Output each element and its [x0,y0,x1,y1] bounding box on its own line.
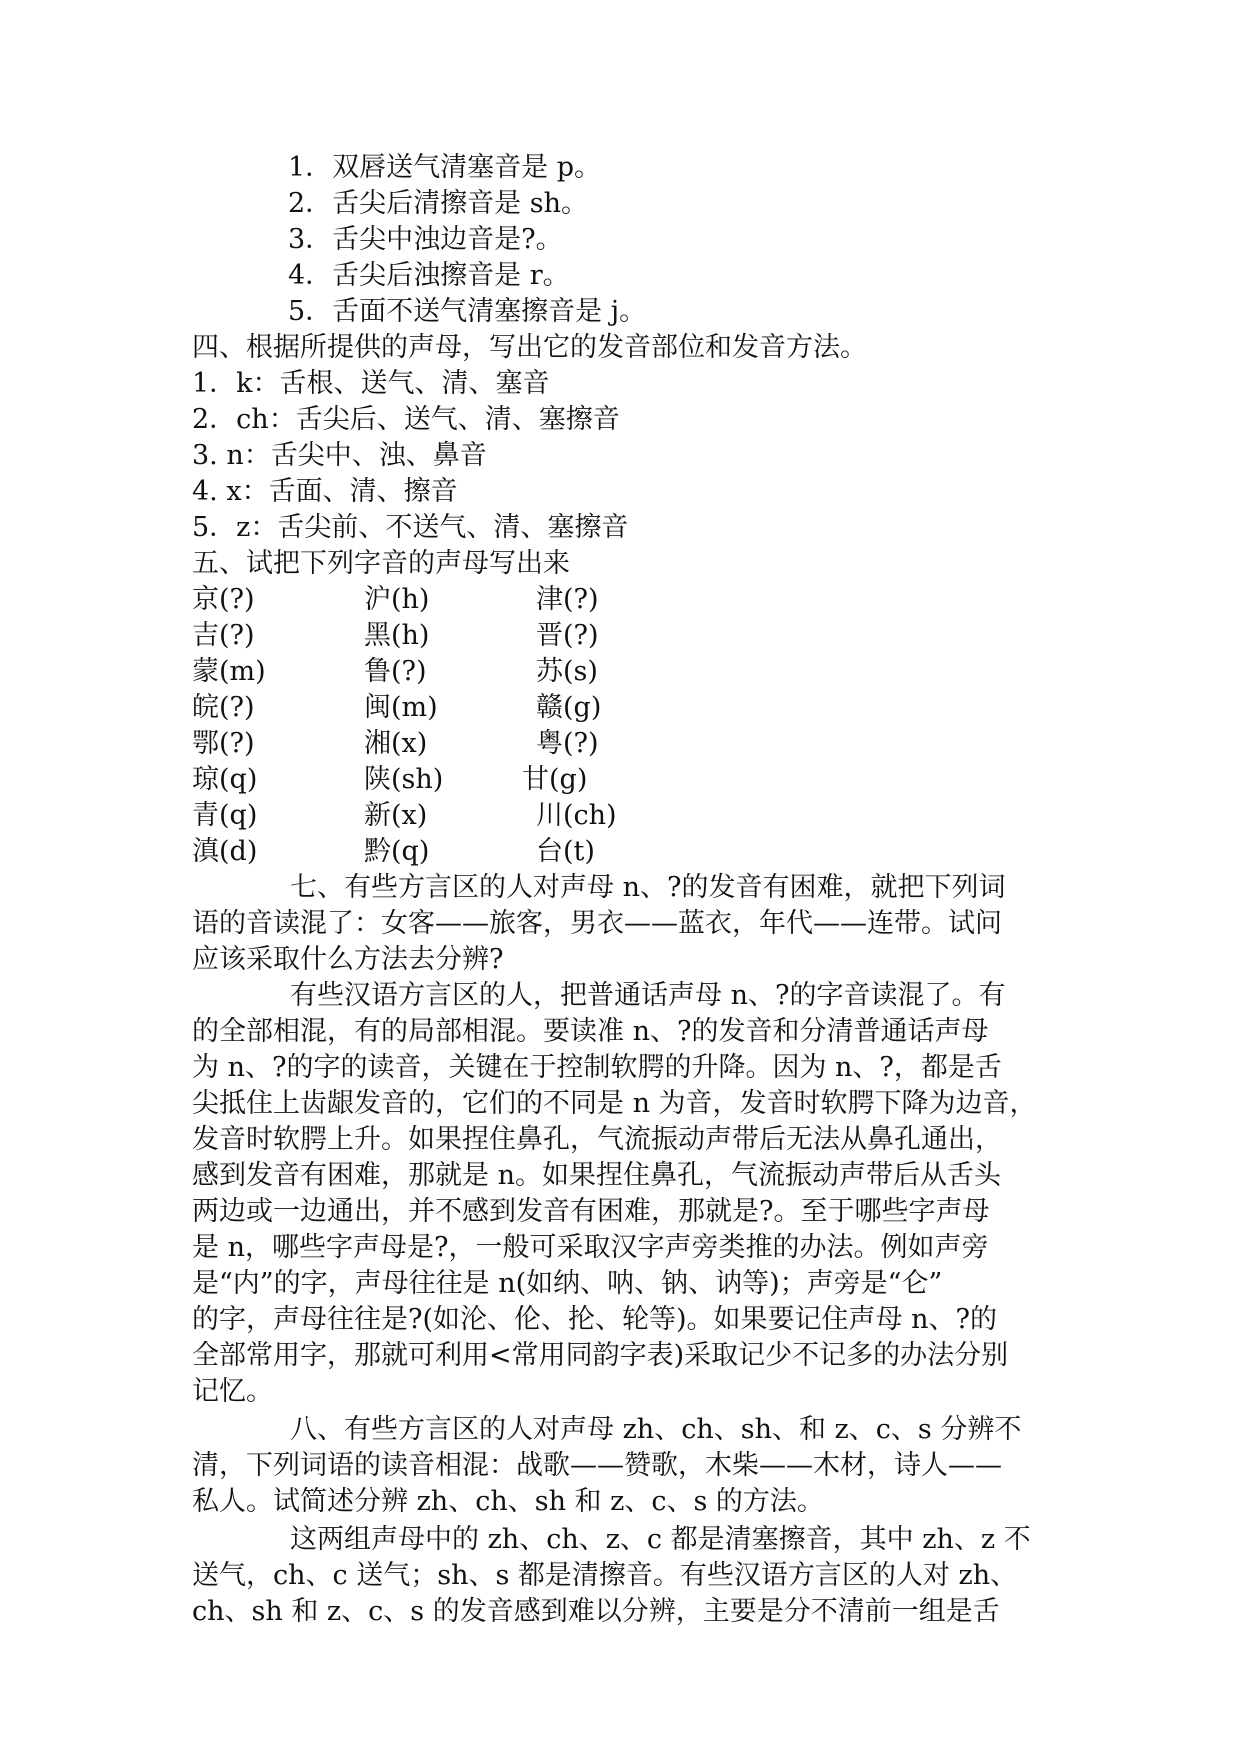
initials-cell: 湘(x) [364,728,428,759]
section4-heading: 四、根据所提供的声母，写出它的发音部位和发音方法。 [192,332,867,363]
initials-cell: 黔(q) [364,836,430,867]
initials-row [192,582,892,618]
initials-cell: 鲁(?) [364,656,427,687]
section4-item: 1．k：舌根、送气、清、塞音 [192,368,550,399]
initials-cell: 川(ch) [536,800,617,831]
section8-answer-line: 送气，ch、c 送气；sh、s 都是清擦音。有些汉语方言区的人对 zh、 [192,1560,1018,1591]
initials-cell: 津(?) [536,584,599,615]
initials-row [192,654,892,690]
initials-cell: 皖(?) [192,692,255,723]
section8-answer-line: ch、sh 和 z、c、s 的发音感到难以分辨，主要是分不清前一组是舌 [192,1596,1000,1627]
section3-item: 1．双唇送气清塞音是 p。 [288,152,602,183]
section8-question-line: 私人。试简述分辨 zh、ch、sh 和 z、c、s 的方法。 [192,1486,824,1517]
initials-cell: 黑(h) [364,620,430,651]
section8-answer-line: 这两组声母中的 zh、ch、z、c 都是清塞擦音，其中 zh、z 不 [290,1524,1031,1555]
section7-answer-line: 发音时软腭上升。如果捏住鼻孔，气流振动声带后无法从鼻孔通出， [192,1124,1002,1155]
section4-item: 4. x：舌面、清、擦音 [192,476,458,507]
initials-cell: 琼(q) [192,764,258,795]
initials-row [192,690,892,726]
section4-item: 5．z：舌尖前、不送气、清、塞擦音 [192,512,629,543]
initials-row [192,726,892,762]
section5-heading: 五、试把下列字音的声母写出来 [192,548,570,579]
initials-cell: 京(?) [192,584,255,615]
initials-row [192,834,892,870]
initials-cell: 蒙(m) [192,656,266,687]
initials-cell: 赣(g) [536,692,602,723]
section7-answer-line: 是“内”的字，声母往往是 n(如纳、呐、钠、讷等)；声旁是“仑” [192,1268,943,1299]
section7-answer-line: 感到发音有困难，那就是 n。如果捏住鼻孔，气流振动声带后从舌头 [192,1160,1001,1191]
section3-item: 2．舌尖后清擦音是 sh。 [288,188,589,219]
section7-answer-line: 尖抵住上齿龈发音的，它们的不同是 n 为音，发音时软腭下降为边音， [192,1088,1037,1119]
initials-cell: 沪(h) [364,584,430,615]
section7-question-line: 应该采取什么方法去分辨? [192,944,504,975]
initials-row [192,618,892,654]
section4-item: 3. n：舌尖中、浊、鼻音 [192,440,487,471]
initials-row [192,762,892,798]
section7-answer-line: 为 n、?的字的读音，关键在于控制软腭的升降。因为 n、?，都是舌 [192,1052,1002,1083]
section7-question-line: 语的音读混了：女客——旅客，男衣——蓝衣，年代——连带。试问 [192,908,1002,939]
section7-answer-line: 的字，声母往往是?(如沦、伦、抡、轮等)。如果要记住声母 n、?的 [192,1304,997,1335]
section3-item: 3．舌尖中浊边音是?。 [288,224,563,255]
initials-cell: 苏(s) [536,656,598,687]
section7-answer-line: 两边或一边通出，并不感到发音有困难，那就是?。至于哪些字声母 [192,1196,990,1227]
section8-question-line: 清，下列词语的读音相混：战歌——赞歌，木柴——木材，诗人—— [192,1450,1002,1481]
section4-item: 2．ch：舌尖后、送气、清、塞擦音 [192,404,620,435]
initials-cell: 粤(?) [536,728,599,759]
initials-cell: 滇(d) [192,836,258,867]
initials-cell: 闽(m) [364,692,438,723]
initials-cell: 吉(?) [192,620,255,651]
section7-answer-line: 是 n，哪些字声母是?，一般可采取汉字声旁类推的办法。例如声旁 [192,1232,989,1263]
section3-item: 5．舌面不送气清塞擦音是 j。 [288,296,647,327]
section7-answer-line: 的全部相混，有的局部相混。要读准 n、?的发音和分清普通话声母 [192,1016,989,1047]
initials-cell: 台(t) [536,836,595,867]
initials-cell: 青(q) [192,800,258,831]
initials-cell: 陕(sh) [364,764,444,795]
section7-answer-line: 全部常用字，那就可利用<常用同韵字表)采取记少不记多的办法分别 [192,1340,1009,1371]
initials-row [192,798,892,834]
section3-item: 4．舌尖后浊擦音是 r。 [288,260,570,291]
initials-cell: 晋(?) [536,620,599,651]
initials-cell: 鄂(?) [192,728,255,759]
section7-answer-line: 有些汉语方言区的人，把普通话声母 n、?的字音读混了。有 [290,980,1006,1011]
section7-question-line: 七、有些方言区的人对声母 n、?的发音有困难，就把下列词 [290,872,1006,903]
initials-cell: 甘(g) [522,764,588,795]
section7-answer-line: 记忆。 [192,1376,273,1407]
section8-question-line: 八、有些方言区的人对声母 zh、ch、sh、和 z、c、s 分辨不 [290,1414,1022,1445]
initials-cell: 新(x) [364,800,428,831]
